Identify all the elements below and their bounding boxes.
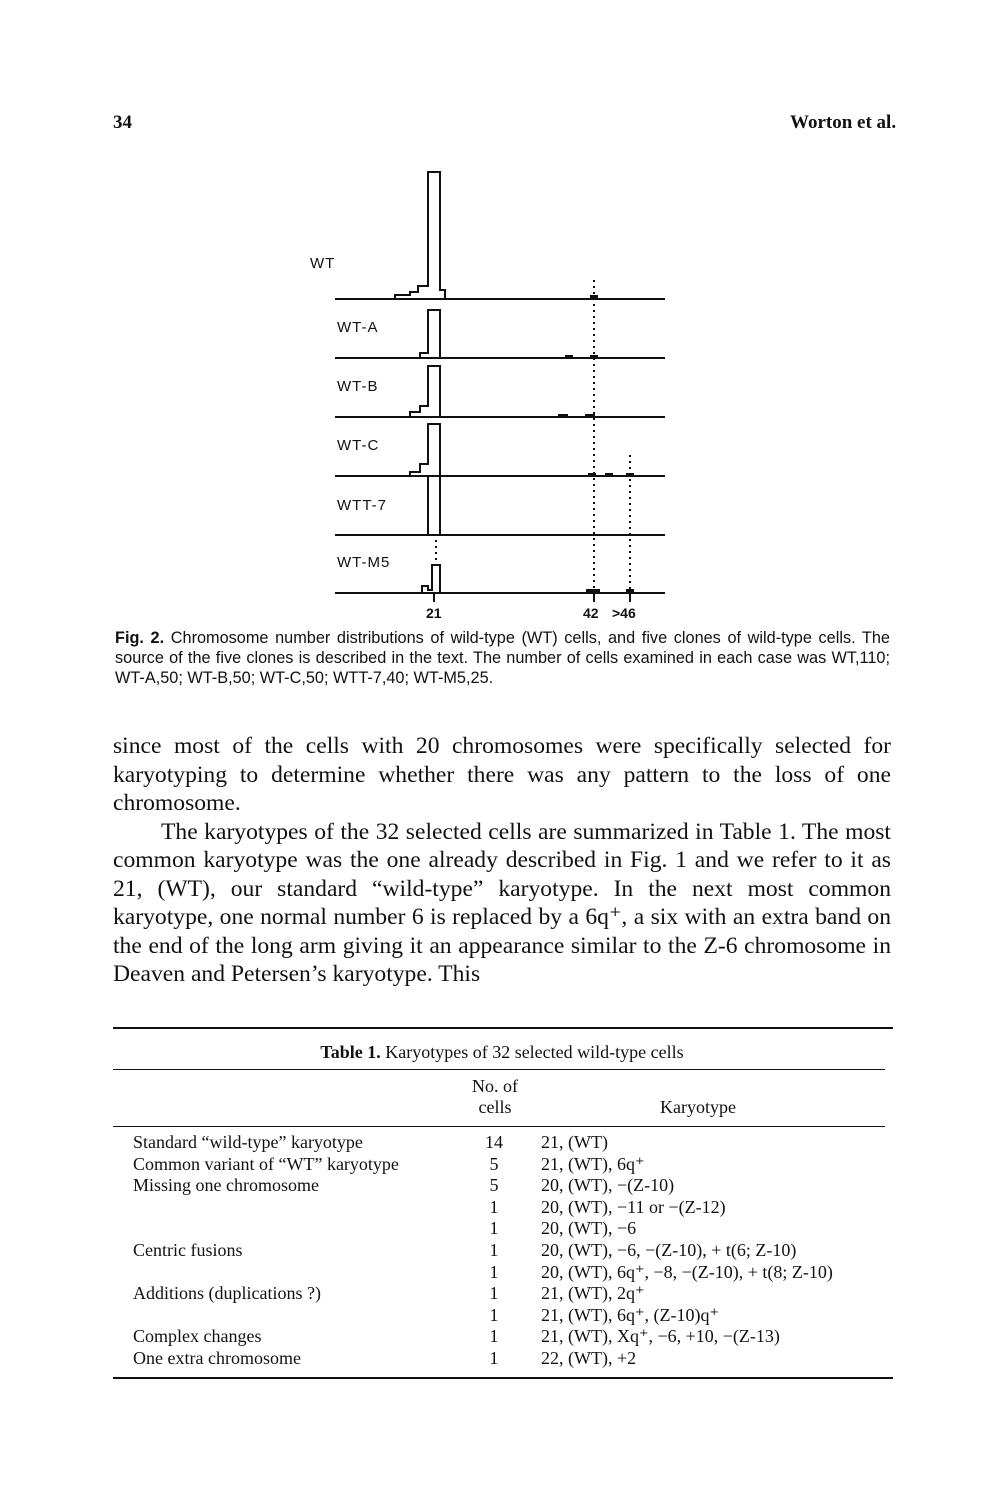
row-category: Complex changes [133, 1326, 262, 1347]
table-title-rule [113, 1069, 885, 1070]
table-row [133, 1132, 893, 1154]
row-karyotype: 21, (WT), 6q⁺, (Z-10)q⁺ [541, 1304, 719, 1325]
row-category [133, 1218, 463, 1240]
x-tick-gt46: >46 [612, 605, 636, 621]
chromosome-histogram-figure [300, 160, 720, 630]
body-paragraph-2: The karyotypes of the 32 selected cells are summarized in Table 1. The most common karyotype was the one already described in Fig. 1 and we refer to it as 21, (WT), our standard “wild-type” karyotype. In the next most common karyotype, one normal number 6 is replaced by a 6q⁺, a six with an extra band on the end of the long arm giving it an appearance similar to the Z-6 chromosome in Deaven and Petersen’s karyotype. This [113, 818, 891, 987]
row-cell-count: 1 [489, 1239, 499, 1260]
row-karyotype: 20, (WT), −6, −(Z-10), + t(6; Z-10) [541, 1239, 797, 1260]
row-category: Missing one chromosome [133, 1175, 319, 1196]
table-body [133, 1132, 893, 1370]
row-karyotype: 21, (WT), Xq⁺, −6, +10, −(Z-13) [541, 1326, 780, 1347]
table-row [133, 1175, 893, 1197]
row-karyotype: 21, (WT) [541, 1132, 608, 1152]
body-paragraph-1: since most of the cells with 20 chromosomes were specifically selected for karyotyping to determine whether there was any pattern to the loss of one chromosome. [113, 733, 891, 816]
row-karyotype: 21, (WT), 6q⁺ [541, 1153, 645, 1174]
row-cell-count: 5 [489, 1153, 499, 1174]
histogram-wt-c [410, 424, 440, 476]
table-row [133, 1240, 893, 1262]
table-top-rule [113, 1027, 893, 1029]
row-cell-count: 1 [489, 1347, 499, 1368]
table-bottom-rule [113, 1377, 893, 1379]
row-cell-count: 14 [485, 1132, 503, 1152]
row-category: Centric fusions [133, 1239, 243, 1260]
row-cell-count: 1 [489, 1304, 499, 1325]
histogram-wt-b [410, 366, 440, 417]
running-head: Worton et al. [790, 112, 897, 133]
row-karyotype: 20, (WT), −11 or −(Z-12) [541, 1196, 726, 1217]
row-label-wt: WT [310, 255, 336, 272]
row-label-wt-c: WT-C [337, 437, 380, 454]
table-row [133, 1326, 893, 1348]
table-row [133, 1283, 893, 1305]
row-karyotype: 20, (WT), 6q⁺, −8, −(Z-10), + t(8; Z-10) [541, 1261, 833, 1282]
table-row [133, 1262, 893, 1284]
row-cell-count: 1 [489, 1283, 499, 1304]
row-karyotype: 20, (WT), −(Z-10) [541, 1175, 675, 1196]
table-title [113, 1042, 891, 1063]
row-karyotype: 21, (WT), 2q⁺ [541, 1283, 645, 1304]
row-cell-count: 1 [489, 1326, 499, 1347]
histogram-wt [395, 172, 445, 299]
x-tick-42: 42 [583, 605, 599, 621]
column-header-karyotype: Karyotype [660, 1097, 736, 1117]
table-row [133, 1348, 893, 1370]
row-category [133, 1262, 463, 1284]
row-category [133, 1305, 463, 1327]
x-tick-21: 21 [426, 605, 442, 621]
table-row [133, 1218, 893, 1240]
figure-caption [115, 628, 890, 688]
row-category: Additions (duplications ?) [133, 1283, 321, 1304]
row-label-wt-b: WT-B [337, 378, 379, 395]
table-label: Table 1. [320, 1042, 381, 1062]
table-title-text: Karyotypes of 32 selected wild-type cells [380, 1042, 684, 1062]
row-label-wtt-7: WTT-7 [337, 497, 387, 514]
histogram-wt-m5 [422, 565, 440, 593]
histogram-wt-a [420, 310, 440, 358]
table-header-rule [113, 1126, 885, 1127]
histogram-wtt-7 [428, 476, 440, 535]
table-row [133, 1154, 893, 1176]
table-row [133, 1305, 893, 1327]
table-row [133, 1197, 893, 1219]
figure-caption-label: Fig. 2. [115, 629, 165, 647]
row-cell-count: 1 [489, 1261, 499, 1282]
row-category: One extra chromosome [133, 1347, 301, 1368]
page-number: 34 [113, 112, 132, 133]
row-karyotype: 20, (WT), −6 [541, 1218, 637, 1239]
row-cell-count: 5 [489, 1175, 499, 1196]
row-cell-count: 1 [489, 1218, 499, 1239]
row-cell-count: 1 [489, 1196, 499, 1217]
figure-caption-text: Chromosome number distributions of wild-type (WT) cells, and five clones of wild-type cells. The source of the five clones is described in the text. The number of cells examined in each case was WT,110; WT-A,50; WT-B,50; WT-C,50; WTT-7,40; WT-M5,25. [115, 629, 890, 687]
row-karyotype: 22, (WT), +2 [541, 1347, 637, 1368]
row-category: Standard “wild-type” karyotype [133, 1132, 363, 1152]
row-category: Common variant of “WT” karyotype [133, 1153, 399, 1174]
column-header-cells-line2: cells [478, 1097, 512, 1117]
row-category [133, 1197, 463, 1219]
column-header-cells-line1: No. of [472, 1076, 518, 1096]
column-header-cells [440, 1076, 550, 1118]
row-label-wt-a: WT-A [337, 319, 379, 336]
body-text [113, 732, 891, 989]
row-label-wt-m5: WT-M5 [337, 554, 391, 571]
